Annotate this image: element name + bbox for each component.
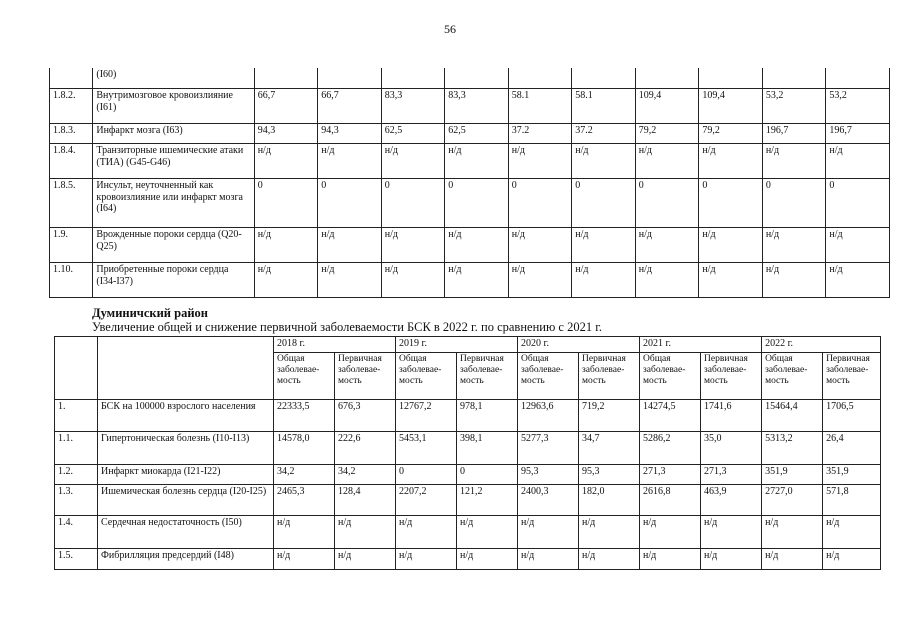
value-cell: н/д	[762, 144, 826, 179]
value-cell: 0	[762, 179, 826, 228]
value-cell: 2727,0	[762, 485, 823, 516]
value-cell: н/д	[572, 263, 636, 298]
row-indicator-name: Транзиторные ишемические атаки (ТИА) (G45-G46)	[93, 144, 254, 179]
value-cell: н/д	[318, 144, 382, 179]
value-cell: н/д	[457, 516, 518, 549]
table-row	[50, 228, 890, 263]
header-primary: Первичная заболевае-мость	[335, 353, 396, 400]
row-number: 1.8.3.	[50, 124, 93, 144]
value-cell: н/д	[318, 228, 382, 263]
value-cell: 95,3	[518, 465, 579, 485]
table-row	[50, 179, 890, 228]
value-cell: 14274,5	[640, 400, 701, 432]
value-cell: н/д	[508, 263, 572, 298]
value-cell: 83,3	[381, 89, 445, 124]
value-cell: 2207,2	[396, 485, 457, 516]
value-cell: 53,2	[826, 89, 890, 124]
table-row	[55, 549, 881, 570]
value-cell: н/д	[579, 516, 640, 549]
value-cell: н/д	[826, 228, 890, 263]
header-year: 2020 г.	[518, 337, 640, 353]
value-cell: 0	[457, 465, 518, 485]
row-indicator-name: Инфаркт миокарда (I21-I22)	[98, 465, 274, 485]
value-cell: 35,0	[701, 432, 762, 465]
row-indicator-name: Внутримозговое кровоизлияние (I61)	[93, 89, 254, 124]
header-general: Общая заболевае-мость	[762, 353, 823, 400]
header-general: Общая заболевае-мость	[274, 353, 335, 400]
table-row	[50, 144, 890, 179]
value-cell: н/д	[381, 144, 445, 179]
value-cell: 66,7	[318, 89, 382, 124]
row-number: 1.2.	[55, 465, 98, 485]
value-cell: 5453,1	[396, 432, 457, 465]
value-cell: 58.1	[508, 89, 572, 124]
value-cell: н/д	[699, 228, 763, 263]
value-cell: 398,1	[457, 432, 518, 465]
value-cell: 0	[445, 179, 509, 228]
value-cell: н/д	[254, 263, 318, 298]
value-cell: 271,3	[701, 465, 762, 485]
value-cell	[762, 68, 826, 89]
table-row	[50, 68, 890, 89]
row-indicator-name: (I60)	[93, 68, 254, 89]
row-number: 1.8.4.	[50, 144, 93, 179]
value-cell: 128,4	[335, 485, 396, 516]
value-cell: н/д	[381, 263, 445, 298]
value-cell: 34,7	[579, 432, 640, 465]
value-cell: 5286,2	[640, 432, 701, 465]
value-cell: н/д	[699, 263, 763, 298]
header-general: Общая заболевае-мость	[518, 353, 579, 400]
value-cell: 0	[381, 179, 445, 228]
value-cell: н/д	[640, 516, 701, 549]
value-cell: 37.2	[508, 124, 572, 144]
value-cell: 351,9	[762, 465, 823, 485]
value-cell: н/д	[445, 144, 509, 179]
district-subtitle: Увеличение общей и снижение первичной заболеваемости БСК в 2022 г. по сравнению с 2021 г.	[92, 320, 603, 334]
header-year: 2021 г.	[640, 337, 762, 353]
value-cell: н/д	[701, 549, 762, 570]
value-cell: н/д	[823, 516, 881, 549]
value-cell: 37.2	[572, 124, 636, 144]
value-cell: 14578,0	[274, 432, 335, 465]
value-cell: 0	[254, 179, 318, 228]
header-name-cell	[98, 337, 274, 400]
row-indicator-name: БСК на 100000 взрослого населения	[98, 400, 274, 432]
value-cell: 94,3	[254, 124, 318, 144]
row-number: 1.8.2.	[50, 89, 93, 124]
row-number	[50, 68, 93, 89]
district-title: Думиничский район	[92, 306, 208, 320]
table-header-years	[55, 337, 881, 353]
table-row	[50, 263, 890, 298]
value-cell: н/д	[508, 144, 572, 179]
value-cell: 2400,3	[518, 485, 579, 516]
value-cell: 676,3	[335, 400, 396, 432]
table-row	[55, 485, 881, 516]
value-cell: 571,8	[823, 485, 881, 516]
value-cell	[826, 68, 890, 89]
value-cell: н/д	[318, 263, 382, 298]
value-cell: н/д	[457, 549, 518, 570]
district-morbidity-table	[54, 336, 881, 570]
header-primary: Первичная заболевае-мость	[823, 353, 881, 400]
value-cell: 463,9	[701, 485, 762, 516]
value-cell: н/д	[826, 144, 890, 179]
row-indicator-name: Ишемическая болезнь сердца (I20-I25)	[98, 485, 274, 516]
row-indicator-name: Фибрилляция предсердий (I48)	[98, 549, 274, 570]
value-cell: н/д	[762, 516, 823, 549]
value-cell: 62,5	[381, 124, 445, 144]
value-cell: н/д	[518, 549, 579, 570]
header-general: Общая заболевае-мость	[396, 353, 457, 400]
value-cell: 0	[826, 179, 890, 228]
value-cell: н/д	[572, 144, 636, 179]
value-cell	[318, 68, 382, 89]
value-cell	[572, 68, 636, 89]
header-year: 2018 г.	[274, 337, 396, 353]
value-cell: 22333,5	[274, 400, 335, 432]
value-cell: 2616,8	[640, 485, 701, 516]
value-cell: 719,2	[579, 400, 640, 432]
value-cell: 79,2	[699, 124, 763, 144]
value-cell: 79,2	[635, 124, 699, 144]
value-cell: н/д	[640, 549, 701, 570]
value-cell	[381, 68, 445, 89]
value-cell: 109,4	[635, 89, 699, 124]
value-cell: 12963,6	[518, 400, 579, 432]
value-cell: н/д	[274, 516, 335, 549]
value-cell: н/д	[762, 263, 826, 298]
value-cell: н/д	[579, 549, 640, 570]
value-cell: н/д	[635, 263, 699, 298]
value-cell: н/д	[701, 516, 762, 549]
value-cell: 5313,2	[762, 432, 823, 465]
value-cell: 95,3	[579, 465, 640, 485]
value-cell: 0	[699, 179, 763, 228]
value-cell: н/д	[518, 516, 579, 549]
value-cell: 58.1	[572, 89, 636, 124]
value-cell: н/д	[635, 144, 699, 179]
row-number: 1.10.	[50, 263, 93, 298]
row-indicator-name: Врожденные пороки сердца (Q20-Q25)	[93, 228, 254, 263]
row-number: 1.5.	[55, 549, 98, 570]
value-cell	[635, 68, 699, 89]
value-cell: 62,5	[445, 124, 509, 144]
value-cell: 121,2	[457, 485, 518, 516]
row-indicator-name: Инфаркт мозга (I63)	[93, 124, 254, 144]
value-cell: н/д	[254, 228, 318, 263]
value-cell: 978,1	[457, 400, 518, 432]
value-cell: н/д	[445, 228, 509, 263]
value-cell	[508, 68, 572, 89]
value-cell	[445, 68, 509, 89]
header-primary: Первичная заболевае-мость	[457, 353, 518, 400]
value-cell: 196,7	[762, 124, 826, 144]
value-cell: 2465,3	[274, 485, 335, 516]
header-primary: Первичная заболевае-мость	[701, 353, 762, 400]
value-cell: 15464,4	[762, 400, 823, 432]
table-row	[55, 516, 881, 549]
value-cell: 34,2	[335, 465, 396, 485]
table-row	[50, 89, 890, 124]
value-cell	[699, 68, 763, 89]
value-cell: 83,3	[445, 89, 509, 124]
value-cell: н/д	[381, 228, 445, 263]
row-indicator-name: Инсульт, неуточненный как кровоизлияние или инфаркт мозга (I64)	[93, 179, 254, 228]
row-number: 1.4.	[55, 516, 98, 549]
table-row	[50, 124, 890, 144]
value-cell: н/д	[826, 263, 890, 298]
value-cell: н/д	[699, 144, 763, 179]
value-cell: н/д	[396, 516, 457, 549]
value-cell: 66,7	[254, 89, 318, 124]
header-year: 2019 г.	[396, 337, 518, 353]
value-cell: 0	[508, 179, 572, 228]
value-cell: 53,2	[762, 89, 826, 124]
table-row	[55, 400, 881, 432]
value-cell: 26,4	[823, 432, 881, 465]
value-cell: н/д	[762, 549, 823, 570]
value-cell: 271,3	[640, 465, 701, 485]
value-cell: 222,6	[335, 432, 396, 465]
row-indicator-name: Гипертоническая болезнь (I10-I13)	[98, 432, 274, 465]
row-indicator-name: Приобретенные пороки сердца (I34-I37)	[93, 263, 254, 298]
value-cell: н/д	[274, 549, 335, 570]
value-cell	[254, 68, 318, 89]
table-row	[55, 465, 881, 485]
header-primary: Первичная заболевае-мость	[579, 353, 640, 400]
value-cell: н/д	[762, 228, 826, 263]
value-cell: 0	[635, 179, 699, 228]
row-number: 1.1.	[55, 432, 98, 465]
row-number: 1.9.	[50, 228, 93, 263]
row-indicator-name: Сердечная недостаточность (I50)	[98, 516, 274, 549]
value-cell: н/д	[572, 228, 636, 263]
table-row	[55, 432, 881, 465]
value-cell: н/д	[335, 516, 396, 549]
value-cell: 1706,5	[823, 400, 881, 432]
value-cell: 196,7	[826, 124, 890, 144]
value-cell: 0	[396, 465, 457, 485]
value-cell: 0	[318, 179, 382, 228]
value-cell: н/д	[445, 263, 509, 298]
page-number: 56	[444, 22, 456, 36]
header-general: Общая заболевае-мость	[640, 353, 701, 400]
row-number: 1.3.	[55, 485, 98, 516]
value-cell: н/д	[335, 549, 396, 570]
value-cell: н/д	[823, 549, 881, 570]
value-cell: 182,0	[579, 485, 640, 516]
value-cell: 34,2	[274, 465, 335, 485]
value-cell: 1741,6	[701, 400, 762, 432]
header-num-cell	[55, 337, 98, 400]
row-number: 1.8.5.	[50, 179, 93, 228]
value-cell: 351,9	[823, 465, 881, 485]
value-cell: 109,4	[699, 89, 763, 124]
value-cell: н/д	[508, 228, 572, 263]
value-cell: 12767,2	[396, 400, 457, 432]
header-year: 2022 г.	[762, 337, 881, 353]
value-cell: 5277,3	[518, 432, 579, 465]
row-number: 1.	[55, 400, 98, 432]
continued-morbidity-table	[49, 68, 890, 298]
value-cell: н/д	[254, 144, 318, 179]
value-cell: н/д	[396, 549, 457, 570]
value-cell: н/д	[635, 228, 699, 263]
value-cell: 94,3	[318, 124, 382, 144]
value-cell: 0	[572, 179, 636, 228]
